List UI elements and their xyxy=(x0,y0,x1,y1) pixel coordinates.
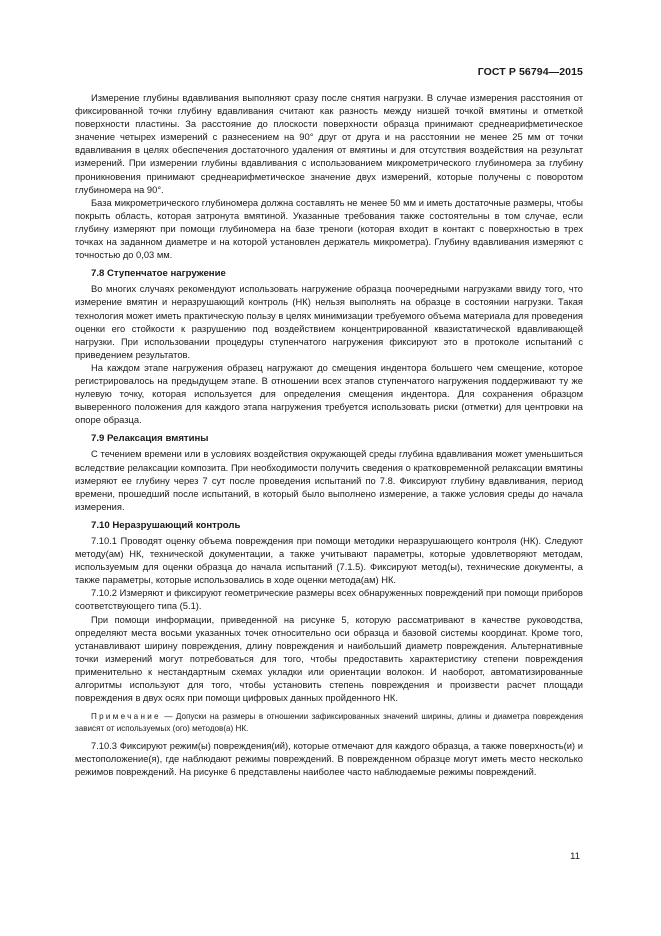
paragraph: База микрометрического глубиномера должна составлять не менее 50 мм и иметь достаточные размеры, чтобы покрыть область, которая затронута вмятиной. Указанные требования также состоятельны в том случае, если глубину измеряют при помощи глубиномера на базе треноги (которая входит в контакт с поверхностью в трех точках на заданном диаметре и на которой установлен держатель микрометра). Глубину вдавливания измеряют с точностью до 0,03 мм. xyxy=(75,197,583,261)
paragraph: С течением времени или в условиях воздействия окружающей среды глубина вдавливания может уменьшиться вследствие релаксации композита. При необходимости получить сведения о кратковременной релаксации вмятины измеряют ее глубину через 7 сут после проведения испытаний по 7.8. Фиксируют глубину вдавливания, период времени, прошедший после испытаний, в который было выполнено измерение, а также условия среды до начала измерения. xyxy=(75,449,583,512)
section-heading-7-10: 7.10 Неразрушающий контроль xyxy=(91,519,241,531)
document-header: ГОСТ Р 56794—2015 xyxy=(477,66,583,78)
paragraph: 7.10.1 Проводят оценку объема повреждения при помощи методики неразрушающего контроля (НК). Следуют методу(ам) НК, технической документации, а также учитывают параметры, которые удовлетворяют методам, используемым для оценки образца до начала испытаний (7.1.5). Фиксируют метод(ы), технические документы, а также параметры, которые использовались в ходе оценки метода(ам) НК. xyxy=(75,536,583,586)
paragraph: Измерение глубины вдавливания выполняют сразу после снятия нагрузки. В случае измерения расстояния от фиксированной точки глубину вдавливания считают как разность между низшей точкой вмятины и отметкой поверхности пластины. За расстояние до плоскости поверхности образца принимают среднеарифметическое значение четырех измерений с разнесением на 90° друг от друга и на расстоянии не менее 25 мм от точки вдавливания в целях обеспечения достаточного удаления от вмятины и для отсутствия воздействия на результат измерений. При измерении глубины вдавливания с использованием микрометрического глубиномера за глубину проникновения принимают среднеарифметическое значение двух измерений, которые получены с поворотом глубиномера на 90°. xyxy=(75,93,583,195)
note xyxy=(75,711,583,734)
paragraph: 7.10.2 Измеряют и фиксируют геометрические размеры всех обнаруженных повреждений при помощи приборов соответствующего типа (5.1). xyxy=(75,588,583,612)
note-text: — Допуски на размеры в отношении зафиксированных значений ширины, длины и диаметра повреждения зависят от используемых (ого) методов(а) НК. xyxy=(75,712,583,733)
section-heading-7-9: 7.9 Релаксация вмятины xyxy=(91,433,209,445)
page-number: 11 xyxy=(570,851,580,862)
paragraph: 7.10.3 Фиксируют режим(ы) повреждения(ий), которые отмечают для каждого образца, а также поверхность(и) и местоположение(я), где наблюдают режимы повреждений. В поврежденном образце могут иметь место несколько режимов повреждений. На рисунке 6 представлены наиболее часто наблюдаемые режимы повреждений. xyxy=(75,741,583,778)
section-heading-7-8: 7.8 Ступенчатое нагружение xyxy=(91,268,226,280)
paragraph: При помощи информации, приведенной на рисунке 5, которую рассматривают в качестве руководства, определяют места восьми указанных точек относительно оси образца и базовой системы координат. Кроме того, устанавливают ширину повреждения, длину повреждения и наибольший диаметр повреждения. Альтернативные точки измерений могут потребоваться для того, чтобы предоставить характеристику степени повреждения применительно к нестандартным схемах укладки или ориентации волокон. И наоборот, автоматизированные алгоритмы используют для того, чтобы установить степень повреждения и произвести расчет площади повреждения в двух осях при помощи цифровых данных пройденного НК. xyxy=(75,614,583,704)
note-label: Примечание xyxy=(91,712,161,722)
document-body xyxy=(75,92,583,780)
paragraph: Во многих случаях рекомендуют использовать нагружение образца поочередными нагрузками ввиду того, что измерение вмятин и неразрушающий контроль (НК) нельзя выполнять на образце в состоянии нагрузки. Такая технология может иметь практическую пользу в целях минимизации требуемого объема материала для проведения оценки его стойкости к разрушению под воздействием концентрированной квазистатической вдавливающей нагрузки. При использовании процедуры ступенчатого нагружения фиксируют это в протоколе испытаний с приведением результатов. xyxy=(75,284,583,360)
paragraph: На каждом этапе нагружения образец нагружают до смещения индентора большего чем смещение, которое регистрировалось на предыдущем этапе. В отношении всех этапов ступенчатого нагружения поддерживают ту же нулевую точку, которая используется для определения смещения индентора. Для сохранения образцом выверенного положения для каждого этапа нагружения требуется использовать риски (отметки) для центровки на опоре образца. xyxy=(75,362,583,426)
